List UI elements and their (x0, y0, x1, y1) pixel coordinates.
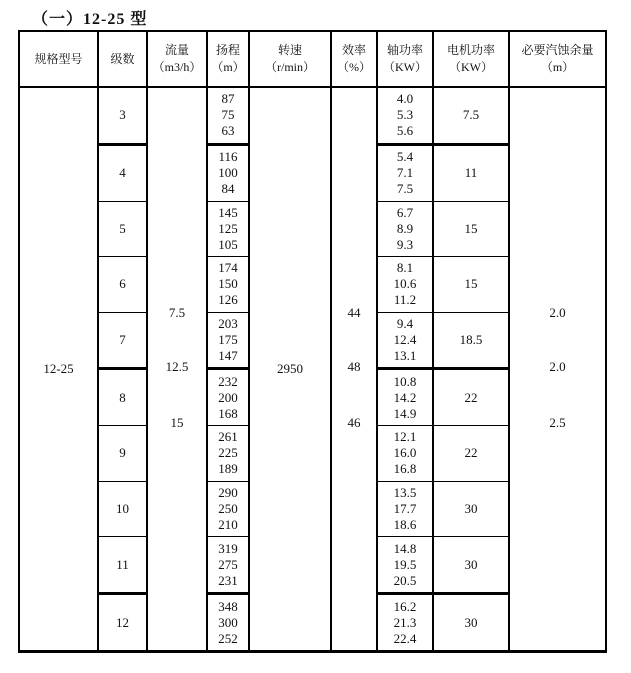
head-cell: 87 75 63 (207, 87, 249, 144)
motor-power-cell: 22 (433, 369, 509, 426)
col-header-model: 规格型号 (19, 31, 98, 87)
col-header-head: 扬程 （m） (207, 31, 249, 87)
shaft-power-cell: 14.8 19.5 20.5 (377, 537, 433, 594)
table-row (19, 87, 606, 144)
head-cell: 290 250 210 (207, 481, 249, 537)
col-header-efficiency: 效率 （%） (331, 31, 377, 87)
motor-power-cell: 22 (433, 426, 509, 482)
efficiency-value: 48 (347, 359, 361, 375)
stages-cell: 5 (98, 201, 147, 257)
npsh-value: 2.0 (549, 359, 566, 375)
shaft-power-cell: 4.0 5.3 5.6 (377, 87, 433, 144)
head-cell: 319 275 231 (207, 537, 249, 594)
col-header-flow: 流量 （m3/h） (147, 31, 207, 87)
shaft-power-cell: 16.2 21.3 22.4 (377, 594, 433, 652)
shaft-power-cell: 5.4 7.1 7.5 (377, 144, 433, 201)
shaft-power-cell: 13.5 17.7 18.6 (377, 481, 433, 537)
flow-value: 7.5 (168, 304, 186, 320)
motor-power-cell: 30 (433, 481, 509, 537)
stages-cell: 8 (98, 369, 147, 426)
flow-value: 15 (170, 414, 184, 430)
col-header-shaft-power: 轴功率 （KW） (377, 31, 433, 87)
stages-cell: 4 (98, 144, 147, 201)
stages-cell: 11 (98, 537, 147, 594)
stages-cell: 9 (98, 426, 147, 482)
head-cell: 145 125 105 (207, 201, 249, 257)
table-header-row (19, 31, 606, 87)
motor-power-cell: 30 (433, 594, 509, 652)
efficiency-value: 44 (347, 304, 361, 320)
head-cell: 174 150 126 (207, 257, 249, 313)
motor-power-cell: 15 (433, 201, 509, 257)
motor-power-cell: 7.5 (433, 87, 509, 144)
motor-power-cell: 15 (433, 257, 509, 313)
npsh-value: 2.0 (549, 304, 566, 320)
efficiency-cell (331, 87, 377, 652)
head-cell: 232 200 168 (207, 369, 249, 426)
motor-power-cell: 30 (433, 537, 509, 594)
page-title: （一）12-25 型 (32, 11, 148, 28)
speed-cell: 2950 (249, 87, 331, 652)
stages-cell: 10 (98, 481, 147, 537)
shaft-power-cell: 12.1 16.0 16.8 (377, 426, 433, 482)
shaft-power-cell: 10.8 14.2 14.9 (377, 369, 433, 426)
stages-cell: 3 (98, 87, 147, 144)
col-header-stages: 级数 (98, 31, 147, 87)
head-cell: 116 100 84 (207, 144, 249, 201)
npsh-value: 2.5 (549, 414, 566, 430)
shaft-power-cell: 8.1 10.6 11.2 (377, 257, 433, 313)
head-cell: 348 300 252 (207, 594, 249, 652)
col-header-speed: 转速 （r/min） (249, 31, 331, 87)
spec-table (18, 30, 607, 653)
flow-value: 12.5 (165, 359, 189, 375)
stages-cell: 12 (98, 594, 147, 652)
head-cell: 261 225 189 (207, 426, 249, 482)
head-cell: 203 175 147 (207, 312, 249, 369)
motor-power-cell: 18.5 (433, 312, 509, 369)
shaft-power-cell: 9.4 12.4 13.1 (377, 312, 433, 369)
model-cell: 12-25 (19, 87, 98, 652)
stages-cell: 6 (98, 257, 147, 313)
stages-cell: 7 (98, 312, 147, 369)
efficiency-value: 46 (347, 414, 361, 430)
col-header-npsh: 必要汽蚀余量 （m） (509, 31, 606, 87)
table-body (19, 87, 606, 652)
col-header-motor-power: 电机功率 （KW） (433, 31, 509, 87)
flow-cell (147, 87, 207, 652)
shaft-power-cell: 6.7 8.9 9.3 (377, 201, 433, 257)
npsh-cell (509, 87, 606, 652)
motor-power-cell: 11 (433, 144, 509, 201)
